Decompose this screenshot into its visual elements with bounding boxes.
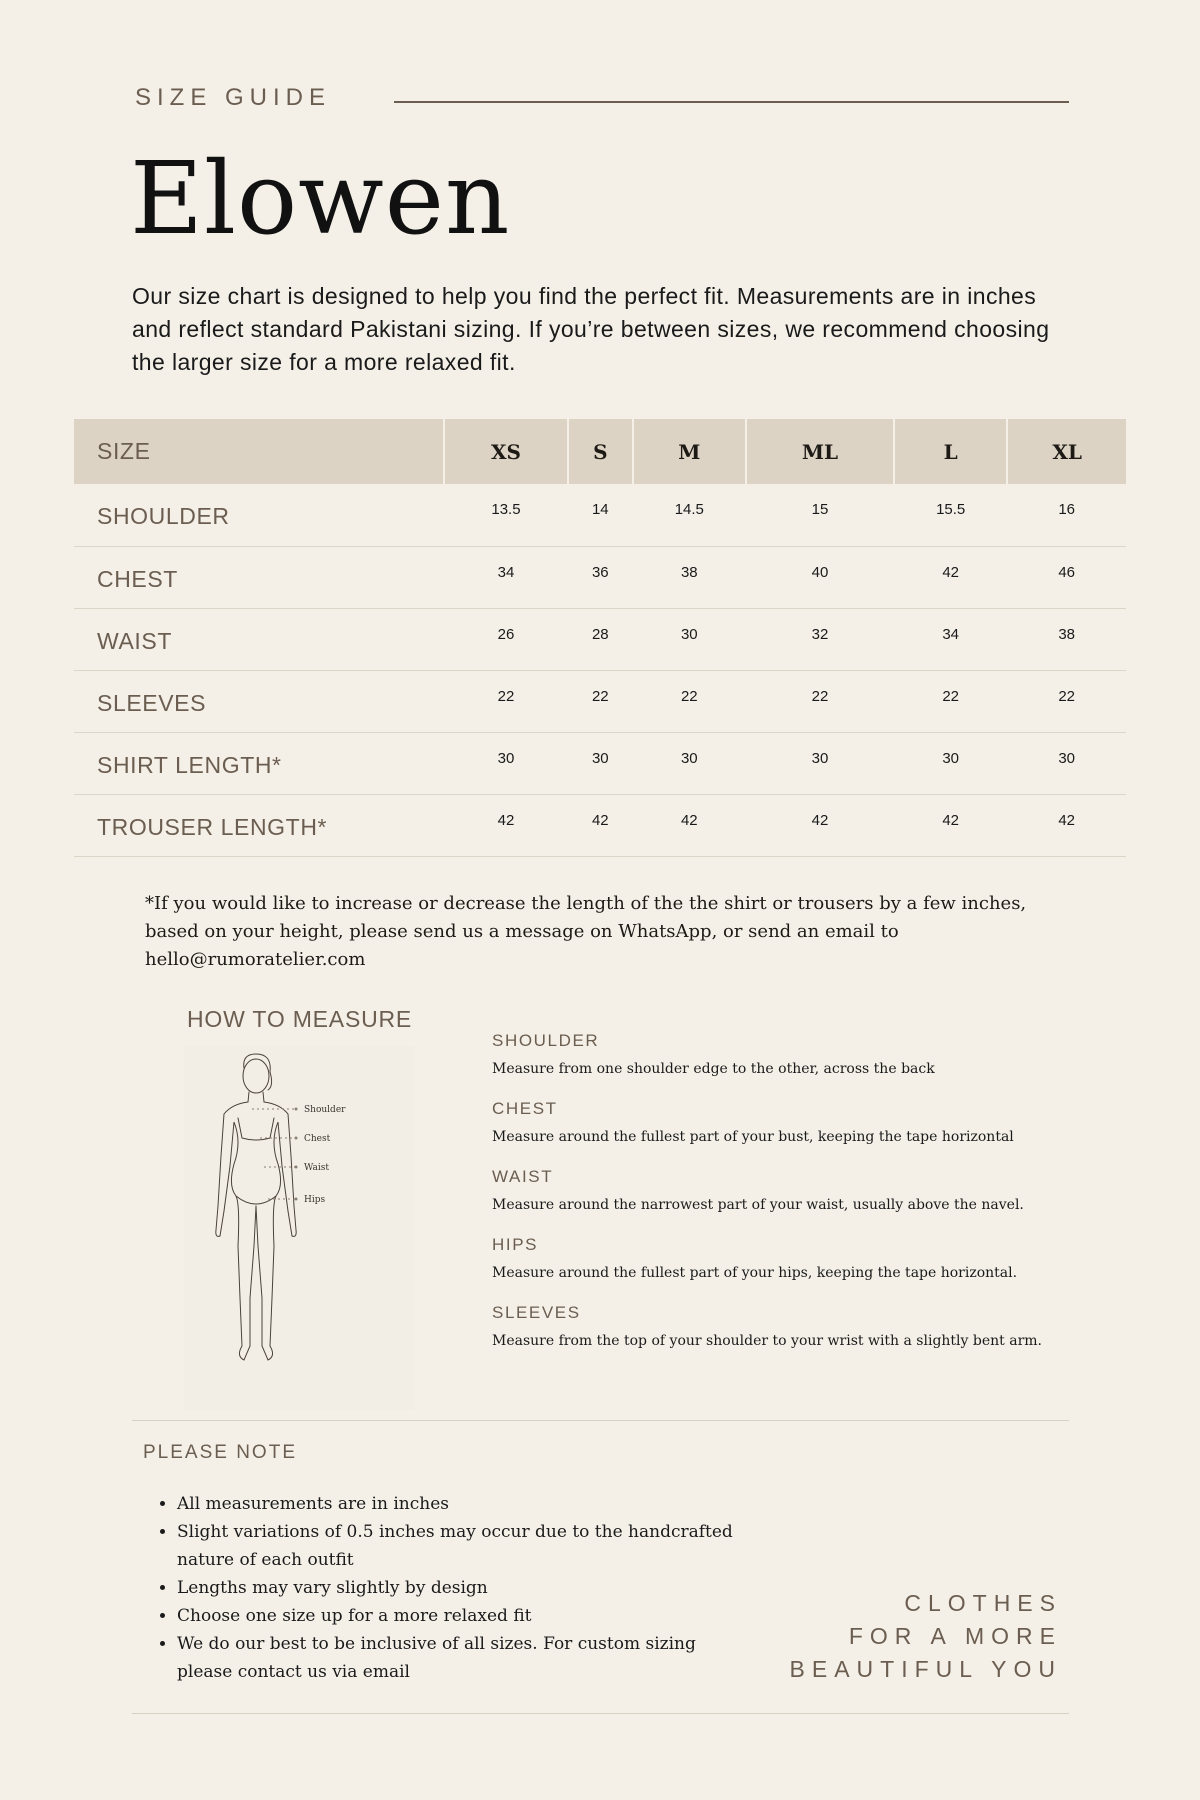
guide-term: SHOULDER (492, 1031, 600, 1050)
guide-item-waist (492, 1167, 1092, 1219)
guide-term: CHEST (492, 1099, 558, 1118)
length-footnote: *If you would like to increase or decrease the length of the the shirt or trousers by a few inches, based on your height, please send us a message on WhatsApp, or send an email to hello@rumoratelier.com (145, 893, 1027, 970)
table-cell: 38 (633, 546, 746, 608)
footer-divider (132, 1713, 1069, 1714)
size-header-row (74, 419, 1126, 484)
table-cell: 28 (568, 608, 633, 670)
table-cell: 42 (633, 794, 746, 856)
please-note-title: PLEASE NOTE (143, 1442, 297, 1463)
size-column-header: S (568, 419, 633, 484)
table-cell: 15 (746, 484, 894, 546)
table-cell: 42 (1007, 794, 1126, 856)
table-cell: 42 (894, 546, 1007, 608)
row-label: SLEEVES (74, 670, 444, 732)
table-cell: 15.5 (894, 484, 1007, 546)
table-cell: 22 (746, 670, 894, 732)
guide-item-sleeves (492, 1303, 1092, 1355)
guide-item-chest (492, 1099, 1092, 1151)
table-cell: 16 (1007, 484, 1126, 546)
size-column-header: XL (1007, 419, 1126, 484)
table-cell: 42 (894, 794, 1007, 856)
size-corner-label: SIZE (74, 419, 444, 484)
table-cell: 22 (633, 670, 746, 732)
table-cell: 36 (568, 546, 633, 608)
table-cell: 22 (894, 670, 1007, 732)
guide-term: HIPS (492, 1235, 539, 1254)
table-cell: 30 (746, 732, 894, 794)
table-cell: 14 (568, 484, 633, 546)
row-label: SHOULDER (74, 484, 444, 546)
table-cell: 34 (894, 608, 1007, 670)
size-column-header: M (633, 419, 746, 484)
figure-label-waist: Waist (304, 1163, 329, 1173)
table-cell: 30 (444, 732, 568, 794)
guide-description: Measure from one shoulder edge to the other, across the back (492, 1061, 935, 1077)
table-row (74, 670, 1126, 732)
table-cell: 30 (633, 608, 746, 670)
table-cell: 30 (568, 732, 633, 794)
table-cell: 32 (746, 608, 894, 670)
table-cell: 42 (746, 794, 894, 856)
table-cell: 22 (444, 670, 568, 732)
how-to-measure-title: HOW TO MEASURE (187, 1006, 413, 1032)
row-label: WAIST (74, 608, 444, 670)
guide-term: WAIST (492, 1167, 554, 1186)
product-title: Elowen (130, 140, 511, 257)
table-cell: 42 (568, 794, 633, 856)
brand-tagline (790, 1587, 1062, 1686)
list-item: • We do our best to be inclusive of all sizes. For custom sizing please contact us via email (177, 1630, 737, 1686)
table-cell: 26 (444, 608, 568, 670)
guide-description: Measure around the fullest part of your bust, keeping the tape horizontal (492, 1129, 1014, 1145)
table-cell: 30 (633, 732, 746, 794)
please-note-list (177, 1490, 737, 1686)
body-measurement-figure (184, 1046, 414, 1410)
list-item: • Slight variations of 0.5 inches may occur due to the handcrafted nature of each outfit (177, 1518, 737, 1574)
table-row (74, 732, 1126, 794)
guide-item-shoulder (492, 1031, 1092, 1083)
guide-item-hips (492, 1235, 1092, 1287)
table-row (74, 608, 1126, 670)
list-item: • All measurements are in inches (177, 1490, 737, 1518)
body-figure-illustration (184, 1046, 414, 1410)
table-cell: 30 (894, 732, 1007, 794)
size-chart-table (74, 419, 1126, 857)
table-cell: 13.5 (444, 484, 568, 546)
figure-label-hips: Hips (304, 1195, 326, 1205)
list-item: • Lengths may vary slightly by design (177, 1574, 737, 1602)
table-cell: 38 (1007, 608, 1126, 670)
table-cell: 46 (1007, 546, 1126, 608)
guide-description: Measure from the top of your shoulder to your wrist with a slightly bent arm. (492, 1333, 1042, 1349)
list-item: • Choose one size up for a more relaxed fit (177, 1602, 737, 1630)
tagline-line: CLOTHES (904, 1590, 1062, 1616)
figure-label-shoulder: Shoulder (304, 1105, 346, 1115)
row-label: SHIRT LENGTH* (74, 732, 444, 794)
section-divider (132, 1420, 1069, 1421)
intro-paragraph: Our size chart is designed to help you find the perfect fit. Measurements are in inches and reflect standard Pakistani sizing. If you’re between sizes, we recommend choosing the larger size for a more relaxed fit. (132, 283, 1050, 375)
table-row (74, 484, 1126, 546)
table-cell: 34 (444, 546, 568, 608)
table-cell: 42 (444, 794, 568, 856)
table-cell: 22 (1007, 670, 1126, 732)
table-row (74, 546, 1126, 608)
table-cell: 22 (568, 670, 633, 732)
size-column-header: ML (746, 419, 894, 484)
table-row (74, 794, 1126, 856)
table-cell: 14.5 (633, 484, 746, 546)
tagline-line: FOR A MORE (848, 1623, 1062, 1649)
table-cell: 30 (1007, 732, 1126, 794)
header-divider (394, 101, 1069, 103)
guide-description: Measure around the narrowest part of your waist, usually above the navel. (492, 1197, 1024, 1213)
table-cell: 40 (746, 546, 894, 608)
row-label: CHEST (74, 546, 444, 608)
tagline-line: BEAUTIFUL YOU (789, 1656, 1062, 1682)
guide-description: Measure around the fullest part of your hips, keeping the tape horizontal. (492, 1265, 1018, 1281)
measurement-guide (492, 1031, 1092, 1371)
guide-term: SLEEVES (492, 1303, 581, 1322)
size-column-header: L (894, 419, 1007, 484)
size-column-header: XS (444, 419, 568, 484)
row-label: TROUSER LENGTH* (74, 794, 444, 856)
figure-label-chest: Chest (304, 1134, 331, 1144)
size-guide-eyebrow: SIZE GUIDE (135, 84, 332, 111)
